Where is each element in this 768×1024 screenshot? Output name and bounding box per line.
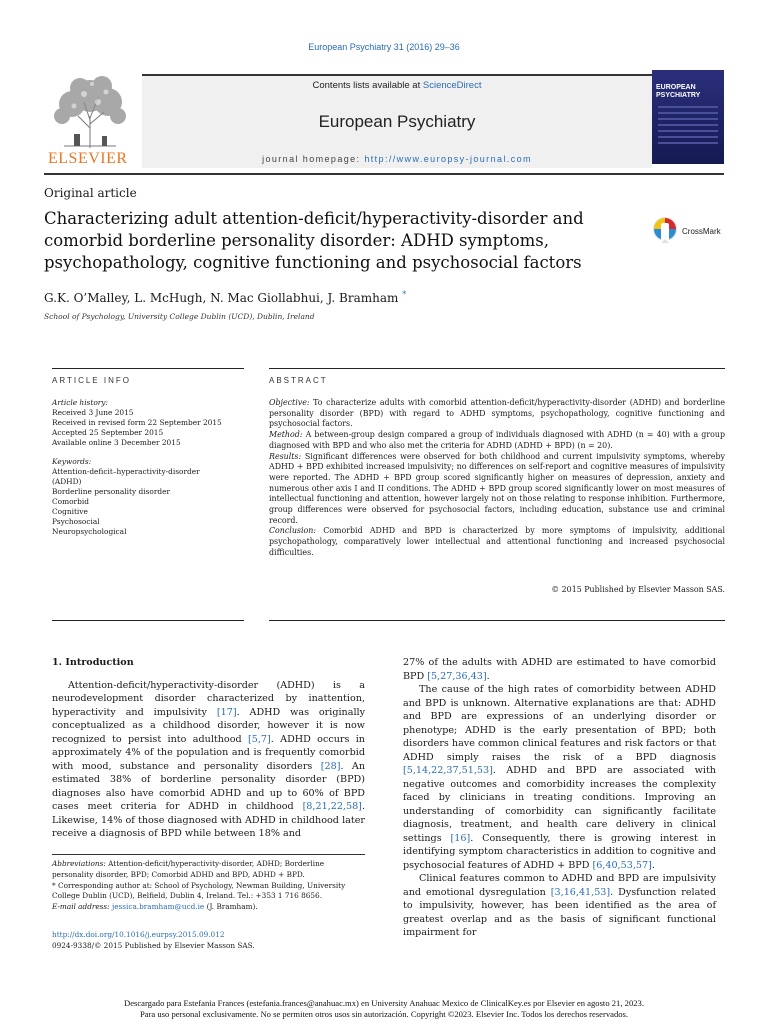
- citation-link[interactable]: [3,16,41,53]: [550, 886, 611, 898]
- journal-title: European Psychiatry: [318, 112, 476, 131]
- keywords-label: Keywords:: [52, 457, 92, 466]
- objective-label: Objective:: [269, 398, 310, 407]
- corresponding-author-footnote: * Corresponding author at: School of Psychology, Newman Building, University College Dublin (UCD), Belfield, Dublin 4, Ireland. Tel.: +353 1 716 8656.: [52, 880, 346, 901]
- article-title: Characterizing adult attention-deficit/hyperactivity-disorder and comorbid borderline personality disorder: ADHD symptoms, psychopathology, cognitive functioning and psychosocial factors: [44, 209, 584, 272]
- author-list: [44, 290, 406, 305]
- tree-icon: [44, 72, 136, 150]
- results-text: Significant differences were observed for both childhood and current impulsivity symptoms, whereby ADHD + BPD exhibited increased impulsivity; no differences on self-report and cognitive measures of impulsivity were reported. The ADHD + BPD group scored significantly higher on measures of depression, anxiety and numerous other axis I and II conditions. The ADHD + BPD group scored significantly lower on most measures of intellectual functioning and attention, however largely not on those relating to response inhibition. Furthermore, group differences were observed for psychosocial factors, including education, substance use and criminal record.: [269, 451, 725, 525]
- results-label: Results:: [269, 451, 302, 461]
- citation-link[interactable]: [5,14,22,37,51,53]: [403, 765, 493, 776]
- issn-line: 0924-9338/© 2015 Published by Elsevier Masson SAS.: [52, 940, 255, 950]
- intro-paragraph-3: Clinical features common to ADHD and BPD are impulsivity and emotional dysregulation [3,16,41,53]. Dysfunction related to impulsivity, however, has been identified as the area of greatest overlap and as the basis of significant functional impairment for: [403, 873, 717, 938]
- affiliation: School of Psychology, University College Dublin (UCD), Dublin, Ireland: [44, 312, 315, 321]
- cover-decoration: [658, 106, 718, 156]
- keyword-item: Borderline personality disorder: [52, 487, 171, 496]
- crossmark-button[interactable]: [652, 216, 721, 246]
- masthead: [142, 74, 652, 168]
- conclusion-text: Comorbid ADHD and BPD is characterized by more symptoms of impulsivity, additional psychopathology, comparatively lower intellectual and attentional functioning and increased psychosocial difficulties.: [269, 526, 725, 557]
- article-info-heading: ARTICLE INFO: [52, 376, 131, 385]
- abstract-copyright: © 2015 Published by Elsevier Masson SAS.: [551, 585, 725, 594]
- citation-link[interactable]: [28]: [320, 760, 341, 772]
- download-notice-line-2: Para uso personal exclusivamente. No se permiten otros usos sin autorización. Copyright ©2023. Elsevier Inc. Todos los derechos reservados.: [139, 1008, 629, 1019]
- publisher-name: ELSEVIER: [48, 150, 128, 167]
- citation-link[interactable]: [8,21,22,58]: [302, 801, 362, 812]
- intro-paragraph-2: The cause of the high rates of comorbidity between ADHD and BPD is unknown. Alternative explanations are that: ADHD and BPD are expressions of an underlying disorder or phenotype; ADHD is the early presentation of BPD; both disorders have common clinical features and risk factors or that ADHD simply raises the risk of a BPD diagnosis [5,14,22,37,51,53]. ADHD and BPD are associated with negative outcomes and comorbidity increases the complexity faced by clinicians in treating conditions. Improving an understanding of comorbidity can significantly facilitate diagnosis, treatment, and health care delivery in clinical settings [16]. Consequently, there is growing interest in identifying symptom characteristics in addition to cognitive and psychosocial features of ADHD + BPD [6,40,53,57].: [403, 684, 716, 871]
- author-names: G.K. O’Malley, L. McHugh, N. Mac Giollabhui, J. Bramham: [44, 291, 399, 305]
- corresponding-author-marker[interactable]: *: [402, 290, 407, 299]
- citation-link[interactable]: [5,7]: [247, 733, 271, 745]
- received-date: Received 3 June 2015: [52, 408, 134, 417]
- abstract-divider: [269, 368, 725, 369]
- objective-text: To characterize adults with comorbid attention-deficit/hyperactivity-disorder (ADHD) and borderline personality disorder (BPD) with regard to ADHD symptoms, psychopathology, cognitive functioning and psychosocial factors.: [269, 398, 725, 429]
- homepage-prefix: journal homepage:: [262, 154, 365, 164]
- doi-link[interactable]: http://dx.doi.org/10.1016/j.eurpsy.2015.09.012: [52, 930, 225, 939]
- keyword-item: Neuropsychological: [52, 527, 127, 536]
- email-footnote: E-mail address: jessica.bramham@ucd.ie (J. Bramham).: [52, 902, 258, 912]
- journal-cover[interactable]: [652, 70, 724, 164]
- journal-citation[interactable]: European Psychiatry 31 (2016) 29–36: [308, 42, 460, 52]
- elsevier-logo: [44, 72, 136, 168]
- online-date: Available online 3 December 2015: [52, 438, 181, 447]
- keyword-item: Attention-deficit–hyperactivity-disorder: [52, 467, 200, 476]
- article-info-bottom-divider: [52, 620, 244, 621]
- article-info: [52, 398, 252, 537]
- cover-title-line-1: EUROPEAN: [656, 84, 696, 91]
- method-label: Method:: [269, 430, 303, 440]
- body-column-left: [52, 656, 365, 841]
- body-column-right: [403, 656, 716, 940]
- journal-header: [44, 70, 724, 168]
- keyword-item: Cognitive: [52, 507, 88, 516]
- keyword-item: Psychosocial: [52, 517, 100, 526]
- abbreviations-footnote: Abbreviations: Attention-deficit/hyperactivity-disorder, ADHD; Borderline personality disorder, BPD; Comorbid ADHD and BPD, ADHD + BPD.: [52, 859, 325, 879]
- article-info-divider: [52, 368, 244, 369]
- intro-paragraph-continued: 27% of the adults with ADHD are estimated to have comorbid BPD [5,27,36,43].: [403, 657, 716, 682]
- keyword-item: Comorbid: [52, 497, 89, 506]
- citation-link[interactable]: [16]: [450, 832, 471, 844]
- homepage-link[interactable]: http://www.europsy-journal.com: [364, 154, 532, 164]
- download-notice-line-1: Descargado para Estefania Frances (estefania.frances@anahuac.mx) en University Anahuac Mexico de ClinicalKey.es por Elsevier en agosto 21, 2023.: [123, 998, 644, 1008]
- crossmark-label: CrossMark: [682, 226, 721, 236]
- citation-link[interactable]: [6,40,53,57]: [592, 859, 652, 871]
- citation-link[interactable]: [17]: [216, 706, 237, 718]
- sciencedirect-link[interactable]: ScienceDirect: [422, 80, 482, 91]
- accepted-date: Accepted 25 September 2015: [52, 428, 164, 437]
- abstract: [269, 398, 725, 559]
- introduction-heading: 1. Introduction: [52, 657, 134, 668]
- download-notice: [0, 998, 768, 1019]
- contents-prefix: Contents lists available at: [312, 80, 423, 91]
- conclusion-label: Conclusion:: [269, 526, 316, 536]
- keyword-item: (ADHD): [52, 477, 82, 486]
- email-link[interactable]: jessica.bramham@ucd.ie: [111, 902, 205, 912]
- footnotes: [52, 854, 365, 913]
- abstract-heading: ABSTRACT: [269, 376, 328, 385]
- abstract-bottom-divider: [269, 620, 725, 621]
- journal-homepage: [142, 154, 652, 164]
- article-type: Original article: [44, 186, 137, 200]
- crossmark-icon: [652, 216, 678, 246]
- cover-title-line-2: PSYCHIATRY: [656, 92, 701, 99]
- doi-block: [52, 930, 255, 952]
- history-label: Article history:: [52, 398, 108, 407]
- citation-link[interactable]: [5,27,36,43]: [427, 670, 487, 682]
- contents-line: [142, 80, 652, 91]
- cover-title: [656, 84, 720, 100]
- header-divider: [44, 173, 724, 175]
- intro-paragraph-1: Attention-deficit/hyperactivity-disorder (ADHD) is a neurodevelopment disorder characterized by inattention, hyperactivity and impulsivity [17]. ADHD was originally conceptualized as a childhood disorder, however it is now recognized to persist into adulthood [5,7]. ADHD occurs in approximately 4% of the population and is frequently comorbid with mood, substance and personality disorders [28]. An estimated 38% of borderline personality disorder (BPD) diagnoses also have comorbid ADHD and up to 60% of BPD cases meet criteria for ADHD in childhood [8,21,22,58]. Likewise, 14% of those diagnosed with ADHD in childhood later receive a diagnosis of BPD while between 18% and: [52, 679, 365, 839]
- method-text: A between-group design compared a group of individuals diagnosed with ADHD (n = 40) with a group diagnosed with BPD and who also met the criteria for ADHD (ADHD + BPD) (n = 20).: [269, 430, 726, 450]
- revised-date: Received in revised form 22 September 2015: [52, 418, 222, 427]
